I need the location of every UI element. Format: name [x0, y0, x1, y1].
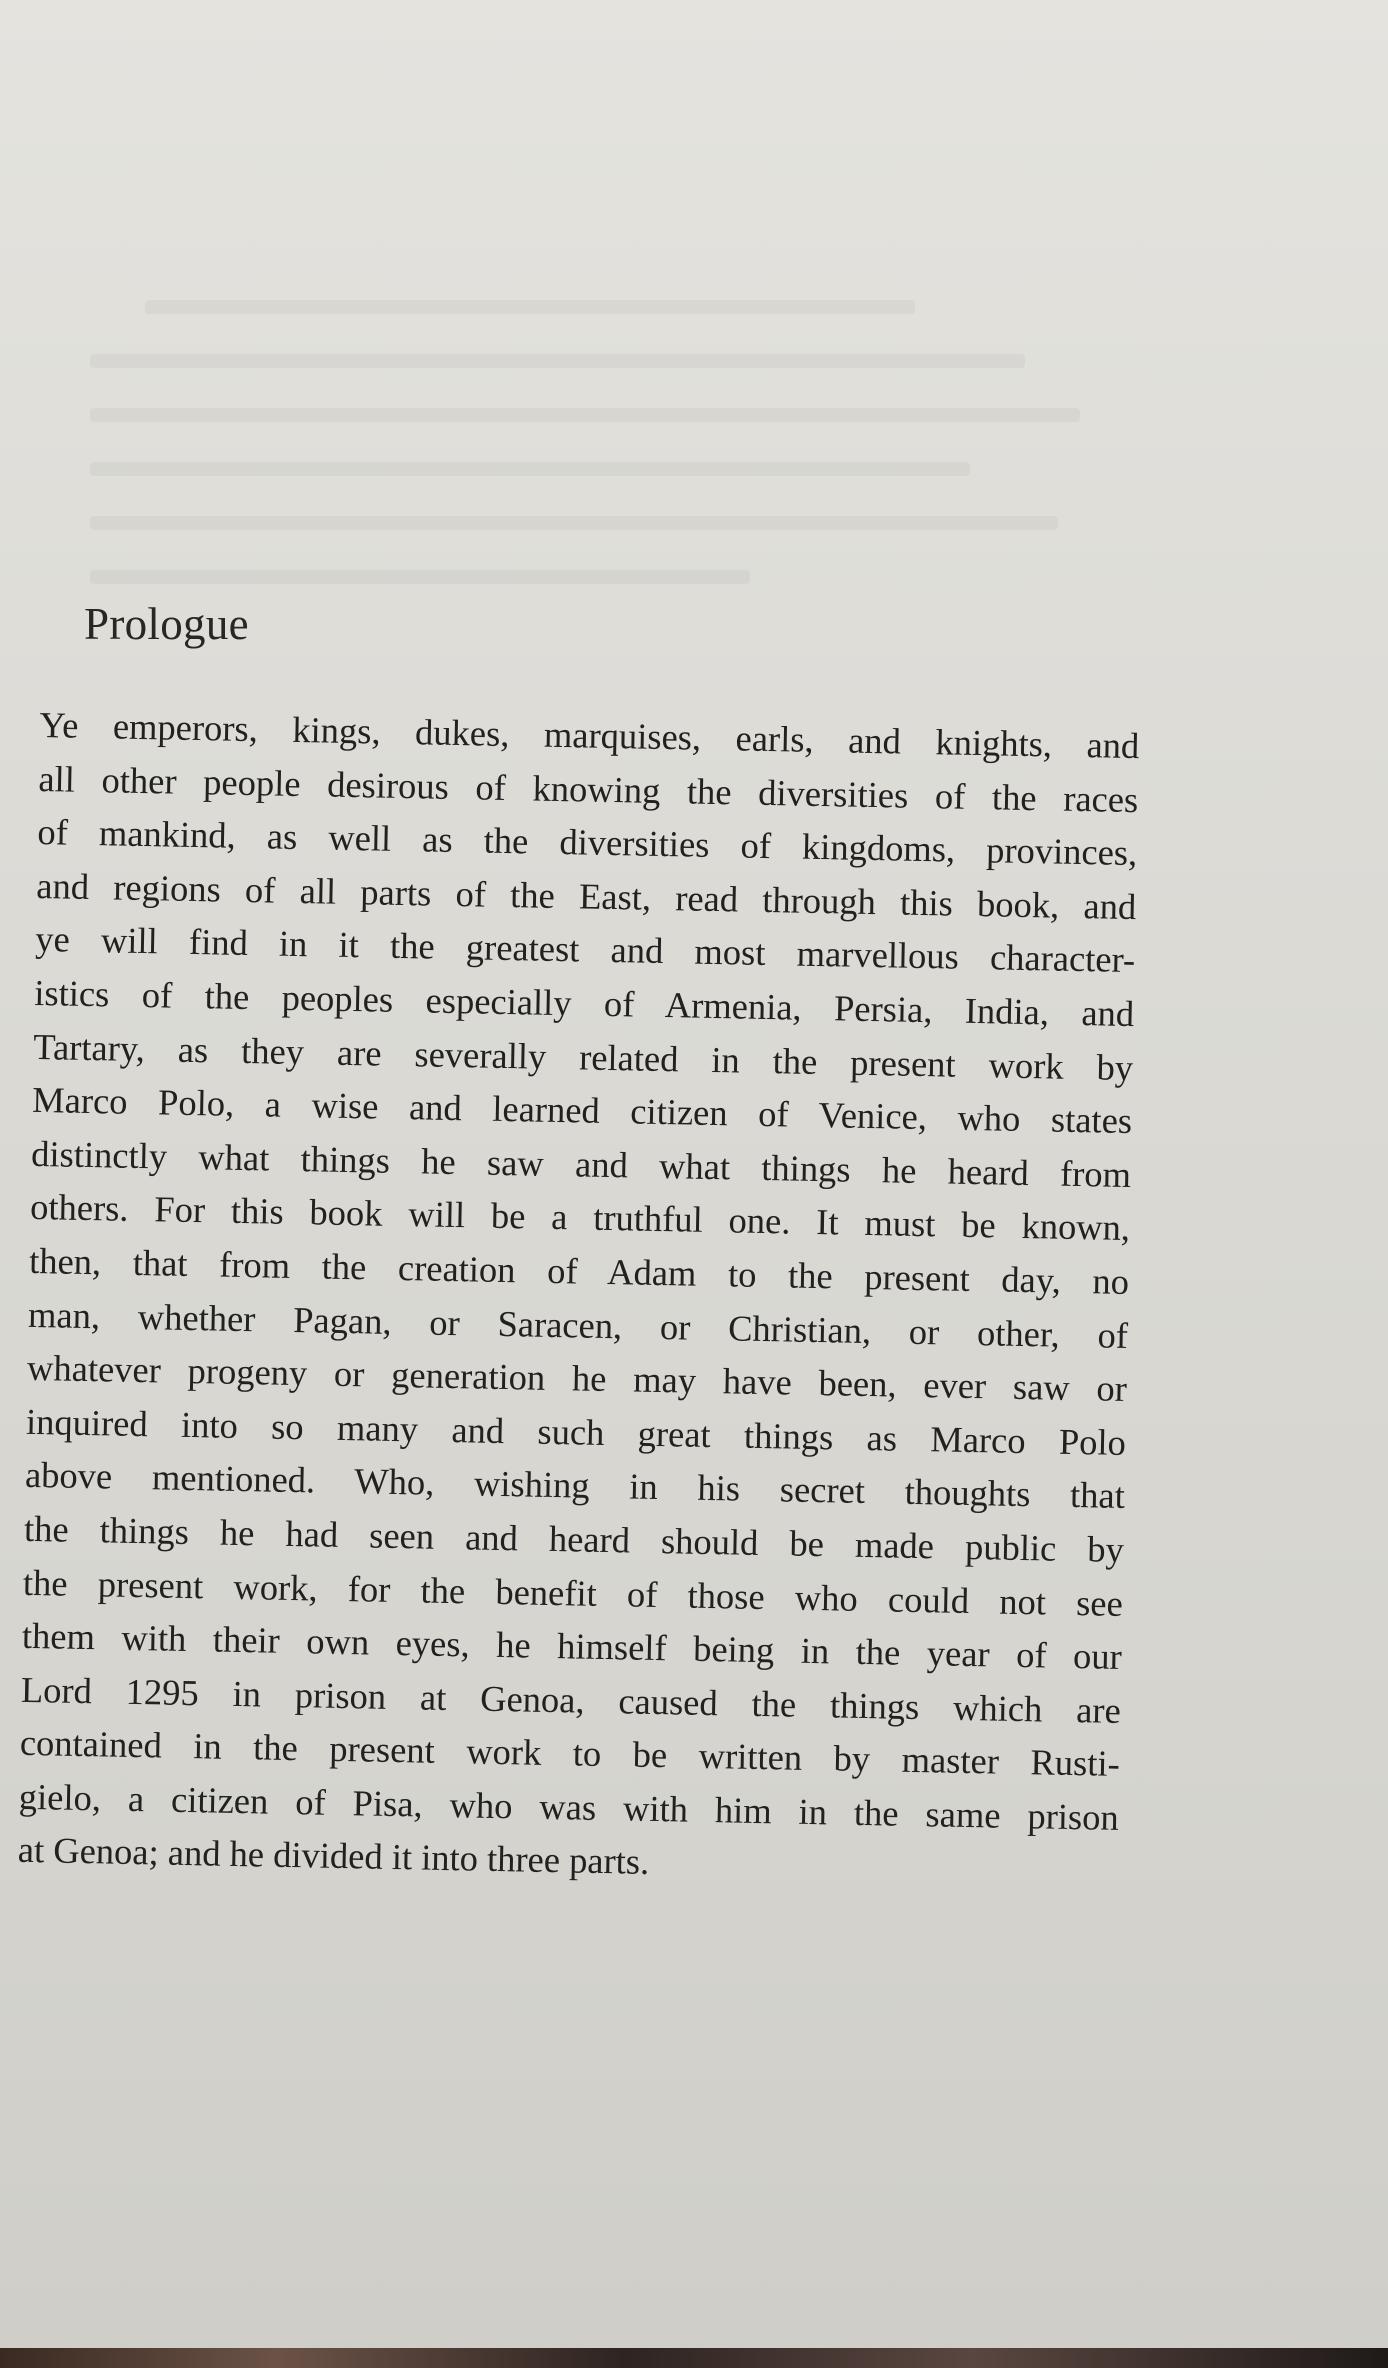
- text-line: whatever progeny or generation he may have been, ever saw or: [26, 1347, 1128, 1410]
- text-line: all other people desirous of knowing the diversities of the races: [38, 757, 1139, 820]
- text-line: istics of the peoples especially of Armenia, Persia, India, and: [33, 971, 1135, 1035]
- text-line: above mentioned. Who, wishing in his secret thoughts that: [24, 1454, 1126, 1517]
- page-edge: [0, 2348, 1388, 2368]
- show-through-text: [90, 300, 1190, 700]
- text-line: Marco Polo, a wise and learned citizen of Venice, who states: [31, 1079, 1133, 1142]
- text-line: Ye emperors, kings, dukes, marquises, earls, and knights, and: [39, 703, 1140, 767]
- text-line: them with their own eyes, he himself being in the year of our: [21, 1614, 1123, 1678]
- text-line: and regions of all parts of the East, read through this book, and: [36, 864, 1137, 927]
- text-line: Tartary, as they are severally related in the present work by: [32, 1025, 1134, 1088]
- text-line: distinctly what things he saw and what things he heard from: [30, 1132, 1132, 1195]
- chapter-title: Prologue: [84, 599, 249, 649]
- text-line: Lord 1295 in prison at Genoa, caused the things which are: [20, 1668, 1122, 1731]
- text-line: the things he had seen and heard should be made public by: [23, 1507, 1125, 1570]
- text-line: of mankind, as well as the diversities of kingdoms, provinces,: [37, 811, 1138, 874]
- text-line: the present work, for the benefit of those who could not see: [22, 1561, 1124, 1624]
- prologue-paragraph: [17, 698, 1139, 1898]
- text-line: inquired into so many and such great things as Marco Polo: [25, 1400, 1127, 1463]
- text-line: then, that from the creation of Adam to the present day, no: [28, 1239, 1130, 1302]
- text-line: gielo, a citizen of Pisa, who was with him in the same prison: [18, 1775, 1120, 1838]
- text-line-last: at Genoa; and he divided it into three parts.: [17, 1829, 650, 1883]
- text-line: ye will find in it the greatest and most marvellous character-: [34, 918, 1136, 981]
- text-line: man, whether Pagan, or Saracen, or Christian, or other, of: [27, 1293, 1129, 1356]
- text-line: others. For this book will be a truthful one. It must be known,: [29, 1186, 1131, 1249]
- text-line: contained in the present work to be written by master Rusti-: [19, 1722, 1121, 1785]
